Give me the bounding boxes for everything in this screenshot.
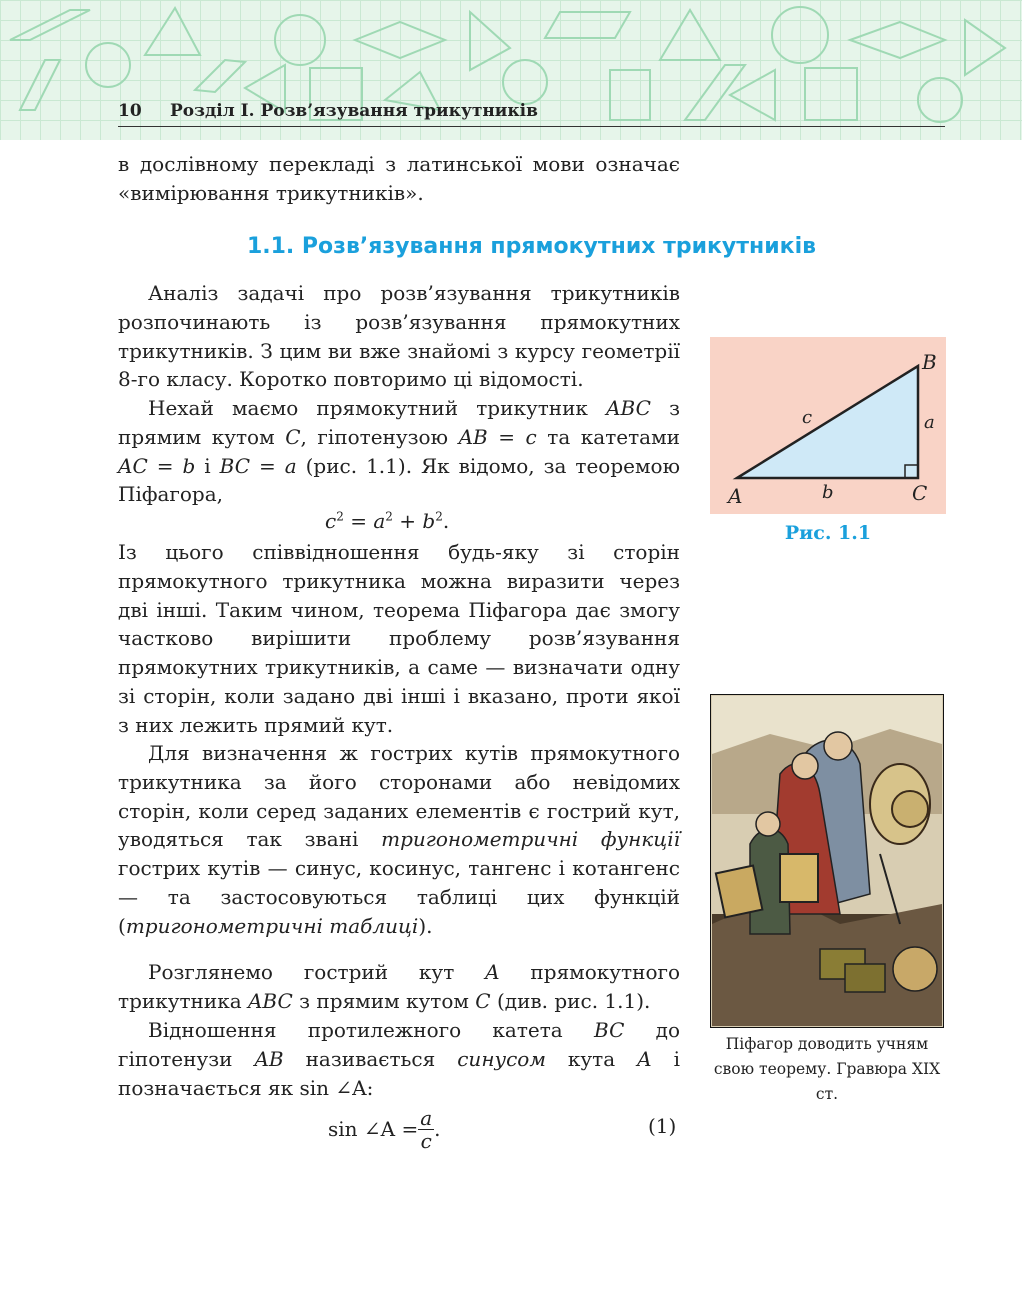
formula-number: (1): [648, 1114, 677, 1138]
engraving-caption: Піфагор доводить учням свою теорему. Гравюра XIX ст.: [713, 1035, 941, 1103]
sine-formula: sin ∠A = $\frac{a}{c}$ .: [328, 1105, 441, 1153]
vertex-label-b: B: [922, 350, 937, 374]
side-label-a: a: [924, 412, 935, 433]
running-title: Розділ І. Розв’язування трикутників: [170, 101, 538, 121]
right-triangle-figure: [710, 337, 946, 514]
intro-line-1: в дослівному перекладі з латинської мови означає: [118, 152, 680, 176]
paragraph-1: Аналіз задачі про розв’язування трикутників розпочинають із розв’язування прямокутних трикутників. З цим ви вже знайомі з курсу геометрії 8-го класу. Коротко повторимо ці відомості.: [118, 281, 680, 392]
side-label-b: b: [822, 482, 834, 503]
paragraph-6: Відношення протилежного катета BC до гіпотенузи AB називається синусом кута A і позначається як sin ∠A:: [118, 1018, 680, 1100]
figure-caption: Рис. 1.1: [784, 522, 872, 544]
pythagoras-engraving-image: [710, 694, 944, 1028]
page-number: 10: [118, 101, 142, 121]
header-rule: [118, 126, 945, 127]
vertex-label-c: C: [912, 481, 928, 505]
side-label-c: c: [802, 407, 813, 428]
section-title: 1.1. Розв’язування прямокутних трикутників: [246, 234, 817, 259]
page-header: [0, 0, 1022, 140]
paragraph-3: Із цього співвідношення будь-яку зі сторін прямокутного трикутника можна виразити через дві інші. Таким чином, теорема Піфагора дає змогу частково вирішити проблему розв’язування прямокутних трикутників, а саме — визначати одну зі сторін, коли задано дві інші і вказано, проти якої з них лежить прямий кут.: [118, 540, 680, 737]
pythagoras-formula: $c^2 = a^2 + b^2$.: [325, 509, 450, 533]
paragraph-5: Розглянемо гострий кут A прямокутного трикутника ABC з прямим кутом C (див. рис. 1.1).: [118, 960, 681, 1013]
paragraph-2: Нехай маємо прямокутний трикутник ABC з прямим кутом C, гіпотенузою AB = c та катетами AC = b і BC = a (рис. 1.1). Як відомо, за теоремою Піфагора,: [118, 396, 680, 507]
intro-text: [118, 150, 680, 208]
vertex-label-a: A: [728, 484, 743, 508]
sine-fraction: $\frac{a}{c}$: [420, 1105, 433, 1153]
paragraph-4: Для визначення ж гострих кутів прямокутного трикутника за його сторонами або невідомих сторін, коли серед заданих елементів є гострий кут, уводяться так звані тригонометричні функції гострих кутів — синус, косинус, тангенс і котангенс — та застосовуються таблиці цих функцій (тригонометричні таблиці).: [118, 741, 680, 938]
intro-line-2: «вимірювання трикутників».: [118, 180, 424, 205]
